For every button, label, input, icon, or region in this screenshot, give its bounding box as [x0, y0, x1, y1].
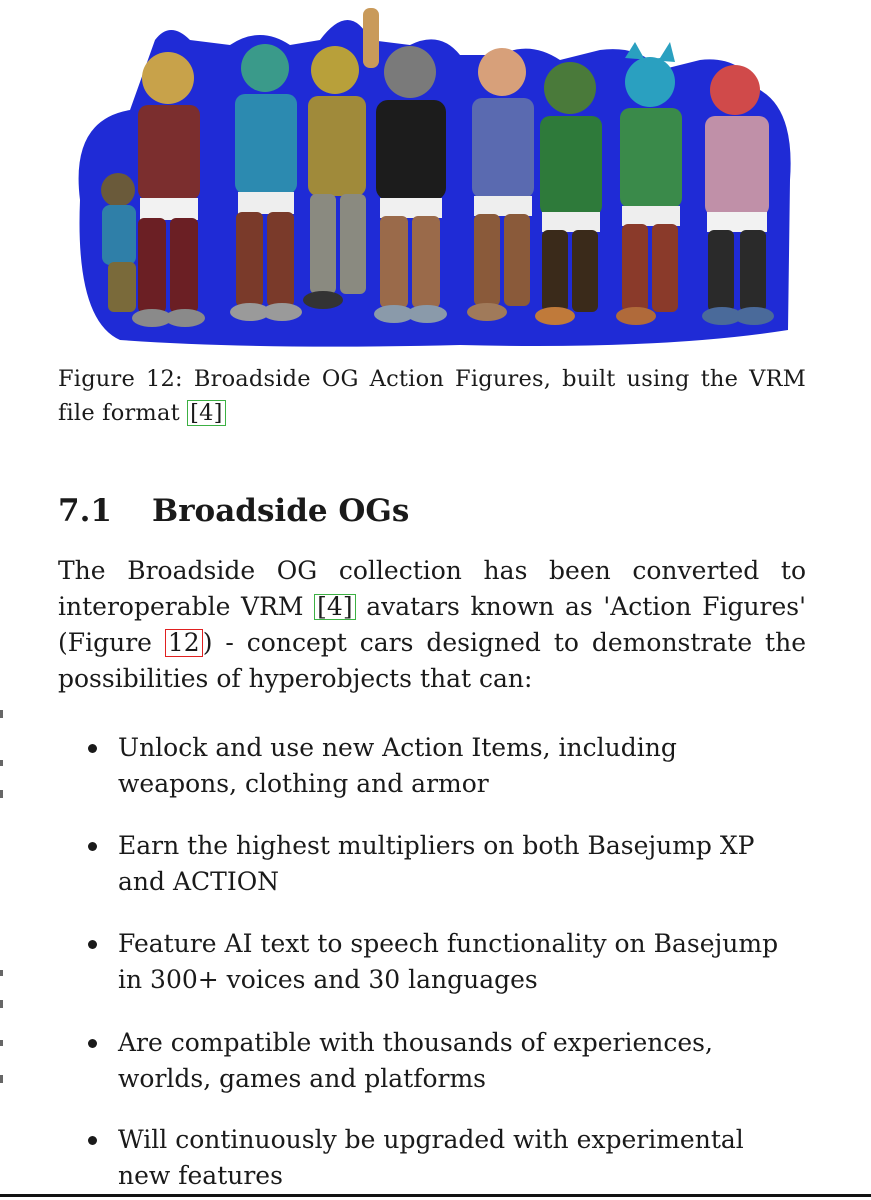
- citation-link[interactable]: [4]: [314, 594, 355, 620]
- list-item: [118, 1122, 798, 1194]
- list-item: [118, 730, 798, 802]
- paragraph-text: ) - concept cars designed to demonstrate the possibilities of hyperobjects that can:: [58, 628, 807, 693]
- list-item-text: Are compatible with thousands of experiences, worlds, games and platforms: [118, 1028, 713, 1093]
- list-item-text: Earn the highest multipliers on both Basejump XP and ACTION: [118, 831, 755, 896]
- page-edge-marks: [0, 700, 6, 1100]
- bullet-icon: [88, 1136, 97, 1145]
- paragraph-text: avatars known as 'Action Figures' (Figure: [58, 592, 806, 657]
- page-bottom-rule: [0, 1194, 871, 1197]
- bullet-icon: [88, 1039, 97, 1048]
- list-item-text: Unlock and use new Action Items, including weapons, clothing and armor: [118, 733, 677, 798]
- list-item: [118, 1025, 798, 1097]
- section-number: 7.1: [58, 493, 112, 529]
- list-item: [118, 926, 798, 998]
- paragraph-text: The Broadside OG collection has been converted to interoperable VRM: [58, 556, 806, 621]
- body-paragraph: [58, 553, 806, 697]
- section-title: Broadside OGs: [152, 493, 410, 529]
- bullet-icon: [88, 842, 97, 851]
- bullet-icon: [88, 940, 97, 949]
- list-item: [118, 828, 798, 900]
- section-heading: [58, 488, 409, 534]
- bullet-icon: [88, 744, 97, 753]
- avatar-lineup: [79, 8, 791, 347]
- list-item-text: Will continuously be upgraded with experimental new features: [118, 1125, 744, 1190]
- list-item-text: Feature AI text to speech functionality on Basejump in 300+ voices and 30 languages: [118, 929, 779, 994]
- caption-label: Figure 12:: [58, 366, 183, 392]
- figure-12-image: [60, 0, 805, 352]
- caption-text: Broadside OG Action Figures, built using the VRM file format: [58, 366, 807, 426]
- caption-citation-link[interactable]: [4]: [187, 400, 225, 426]
- figure-caption: [58, 362, 806, 430]
- figure-reference-link[interactable]: 12: [165, 629, 203, 657]
